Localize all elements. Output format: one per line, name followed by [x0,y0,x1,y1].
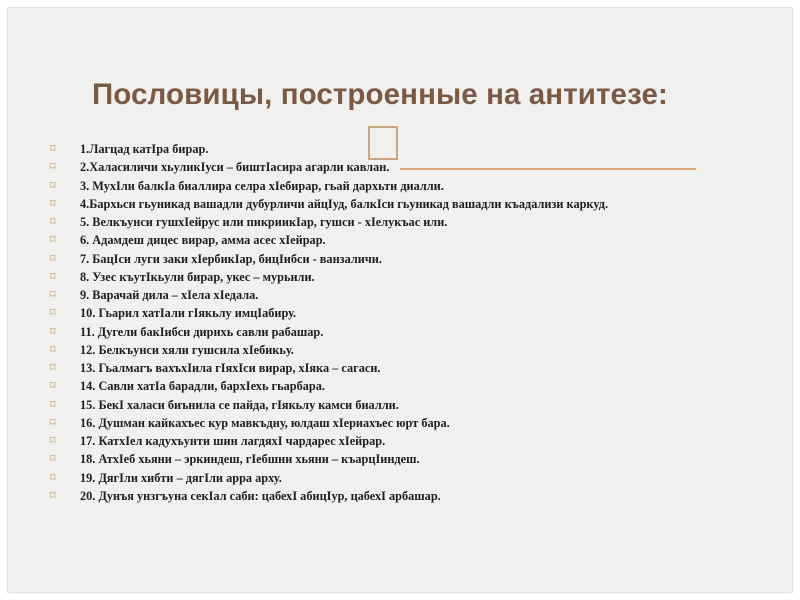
bullet-icon: ⌑ [50,489,56,502]
list-item: ⌑ 18. АтхIеб хьяни – эркиндеш, гIебшни хьяни – къарцIиндеш. [50,452,420,467]
list-item: ⌑ 20. Дунъя унзгъуна секIал саби: цабехI абицIур, цабехI арбашар. [50,488,441,503]
bullet-icon: ⌑ [50,289,56,301]
bullet-icon: ⌑ [50,216,56,228]
bullet-icon: ⌑ [50,197,56,210]
list-item: ⌑ 1.Лагцад катIра бирар. [50,142,209,156]
bullet-icon: ⌑ [50,435,56,447]
list-item: ⌑ 11. Дугели бакIибси дирихь савли рабашар. [50,324,324,339]
bullet-icon: ⌑ [50,143,56,155]
list-item: ⌑ 15. БекI халаси биънила се пайда, гIякьлу камси биалли. [50,397,399,412]
list-item: ⌑ 2.Халасиличи хьуликIуси – биштIасира агарли кавлан. [50,160,390,175]
slide-title: Пословицы, построенные на антитезе: [92,78,668,111]
list-item: ⌑ 8. Узес къутIкьули бирар, укес – мурьили. [50,269,315,284]
list-item: ⌑ 14. Савли хатIа барадли, бархIехь гьарбара. [50,379,325,394]
list-item: ⌑ 7. БацIси луги заки хIербикIар, бицIибси - ванзаличи. [50,251,382,266]
list-item: ⌑ 3. МухIли балкIа биаллира селра хIебирар, гьай дархьти диалли. [50,178,444,193]
bullet-icon: ⌑ [50,453,56,466]
list-item: ⌑ 19. ДягIли хибти – дягIли арра арху. [50,470,282,485]
bullet-icon: ⌑ [50,325,56,338]
list-item: ⌑ 10. Гьарил хатIали гIякьлу имцIабиру. [50,306,297,321]
list-item: ⌑ 5. Велкъунси гушхIейрус или пикриикIар, гушси - хIелукъас или. [50,215,448,229]
list-item: ⌑ 6. Адамдеш дицес вирар, амма асес хIейрар. [50,233,326,248]
bullet-icon: ⌑ [50,416,56,429]
bullet-icon: ⌑ [50,270,56,283]
list-item: ⌑ 17. КатхIел кадухъунти шин лагдяхI чардарес хIейрар. [50,434,386,448]
bullet-icon: ⌑ [50,362,56,374]
bullet-icon: ⌑ [50,161,56,174]
bullet-icon: ⌑ [50,380,56,393]
bullet-icon: ⌑ [50,252,56,265]
bullet-icon: ⌑ [50,307,56,320]
list-item: ⌑ 13. Гьалмагъ вахъхIила гIяхIси вирар, хIяка – сагаси. [50,361,381,375]
bullet-icon: ⌑ [50,471,56,484]
bullet-icon: ⌑ [50,398,56,411]
proverb-list [50,142,730,507]
bullet-icon: ⌑ [50,179,56,192]
bullet-icon: ⌑ [50,234,56,247]
list-item: ⌑ 16. Душман кайкахъес кур мавкъдну, юлдаш хIериахъес юрт бара. [50,415,450,430]
list-item: ⌑ 12. Белкъунси хяли гушсила хIебикьу. [50,342,294,357]
bullet-icon: ⌑ [50,343,56,356]
list-item: ⌑ 9. Варачай дила – хIела хIедала. [50,288,259,302]
list-item: ⌑ 4.Бархьси гьуникад вашадли дубурличи айцIуд, балкIси гьуникад вашадли къадализи каркуд. [50,196,609,211]
